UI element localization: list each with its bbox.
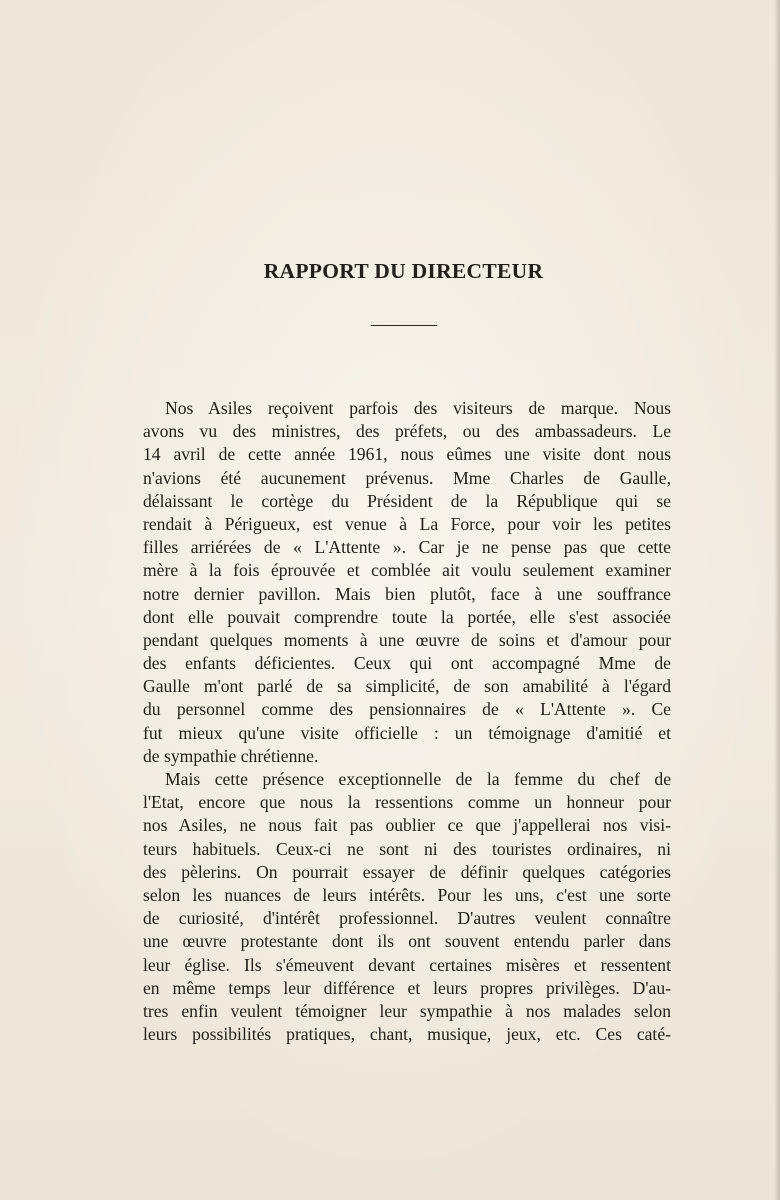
text-line: 14 avril de cette année 1961, nous eûmes une visite dont nous	[143, 444, 671, 465]
text-line: mère à la fois éprouvée et comblée ait voulu seulement examiner	[143, 560, 671, 581]
text-line: teurs habituels. Ceux-ci ne sont ni des touristes ordinaires, ni	[143, 838, 671, 859]
body-text	[143, 397, 671, 1046]
title-divider	[371, 325, 437, 326]
text-line: filles arriérées de « L'Attente ». Car je ne pense pas que cette	[143, 537, 671, 558]
text-line: notre dernier pavillon. Mais bien plutôt, face à une souffrance	[143, 583, 671, 604]
text-line: fut mieux qu'une visite officielle : un témoignage d'amitié et	[143, 722, 671, 743]
text-line: leur église. Ils s'émeuvent devant certaines misères et ressentent	[143, 954, 671, 975]
text-line: de curiosité, d'intérêt professionnel. D'autres veulent connaître	[143, 908, 671, 929]
text-line: des enfants déficientes. Ceux qui ont accompagné Mme de	[143, 653, 671, 674]
text-line: selon les nuances de leurs intérêts. Pour les uns, c'est une sorte	[143, 884, 671, 905]
text-line: des pèlerins. On pourrait essayer de définir quelques catégories	[143, 861, 671, 882]
text-line: pendant quelques moments à une œuvre de soins et d'amour pour	[143, 629, 671, 650]
text-line: délaissant le cortège du Président de la République qui se	[143, 490, 671, 511]
text-line: de sympathie chrétienne.	[143, 745, 319, 766]
text-line: leurs possibilités pratiques, chant, musique, jeux, etc. Ces caté-	[143, 1024, 671, 1045]
text-line: en même temps leur différence et leurs propres privilèges. D'au-	[143, 977, 671, 998]
text-line: rendait à Périgueux, est venue à La Force, pour voir les petites	[143, 513, 671, 534]
text-line: tres enfin veulent témoigner leur sympathie à nos malades selon	[143, 1000, 671, 1021]
page-title: RAPPORT DU DIRECTEUR	[263, 259, 544, 283]
text-line: une œuvre protestante dont ils ont souvent entendu parler dans	[143, 931, 671, 952]
text-line: n'avions été aucunement prévenus. Mme Charles de Gaulle,	[143, 467, 671, 488]
text-line: Gaulle m'ont parlé de sa simplicité, de son amabilité à l'égard	[143, 676, 671, 697]
text-line: Mais cette présence exceptionnelle de la femme du chef de	[165, 769, 671, 789]
text-line: du personnel comme des pensionnaires de « L'Attente ». Ce	[143, 699, 671, 720]
text-line: nos Asiles, ne nous fait pas oublier ce que j'appellerai nos visi-	[143, 815, 671, 836]
text-line: avons vu des ministres, des préfets, ou des ambassadeurs. Le	[143, 421, 671, 442]
text-line: dont elle pouvait comprendre toute la portée, elle s'est associée	[143, 606, 671, 627]
text-line: l'Etat, encore que nous la ressentions comme un honneur pour	[143, 792, 671, 813]
text-line: Nos Asiles reçoivent parfois des visiteurs de marque. Nous	[165, 398, 671, 418]
